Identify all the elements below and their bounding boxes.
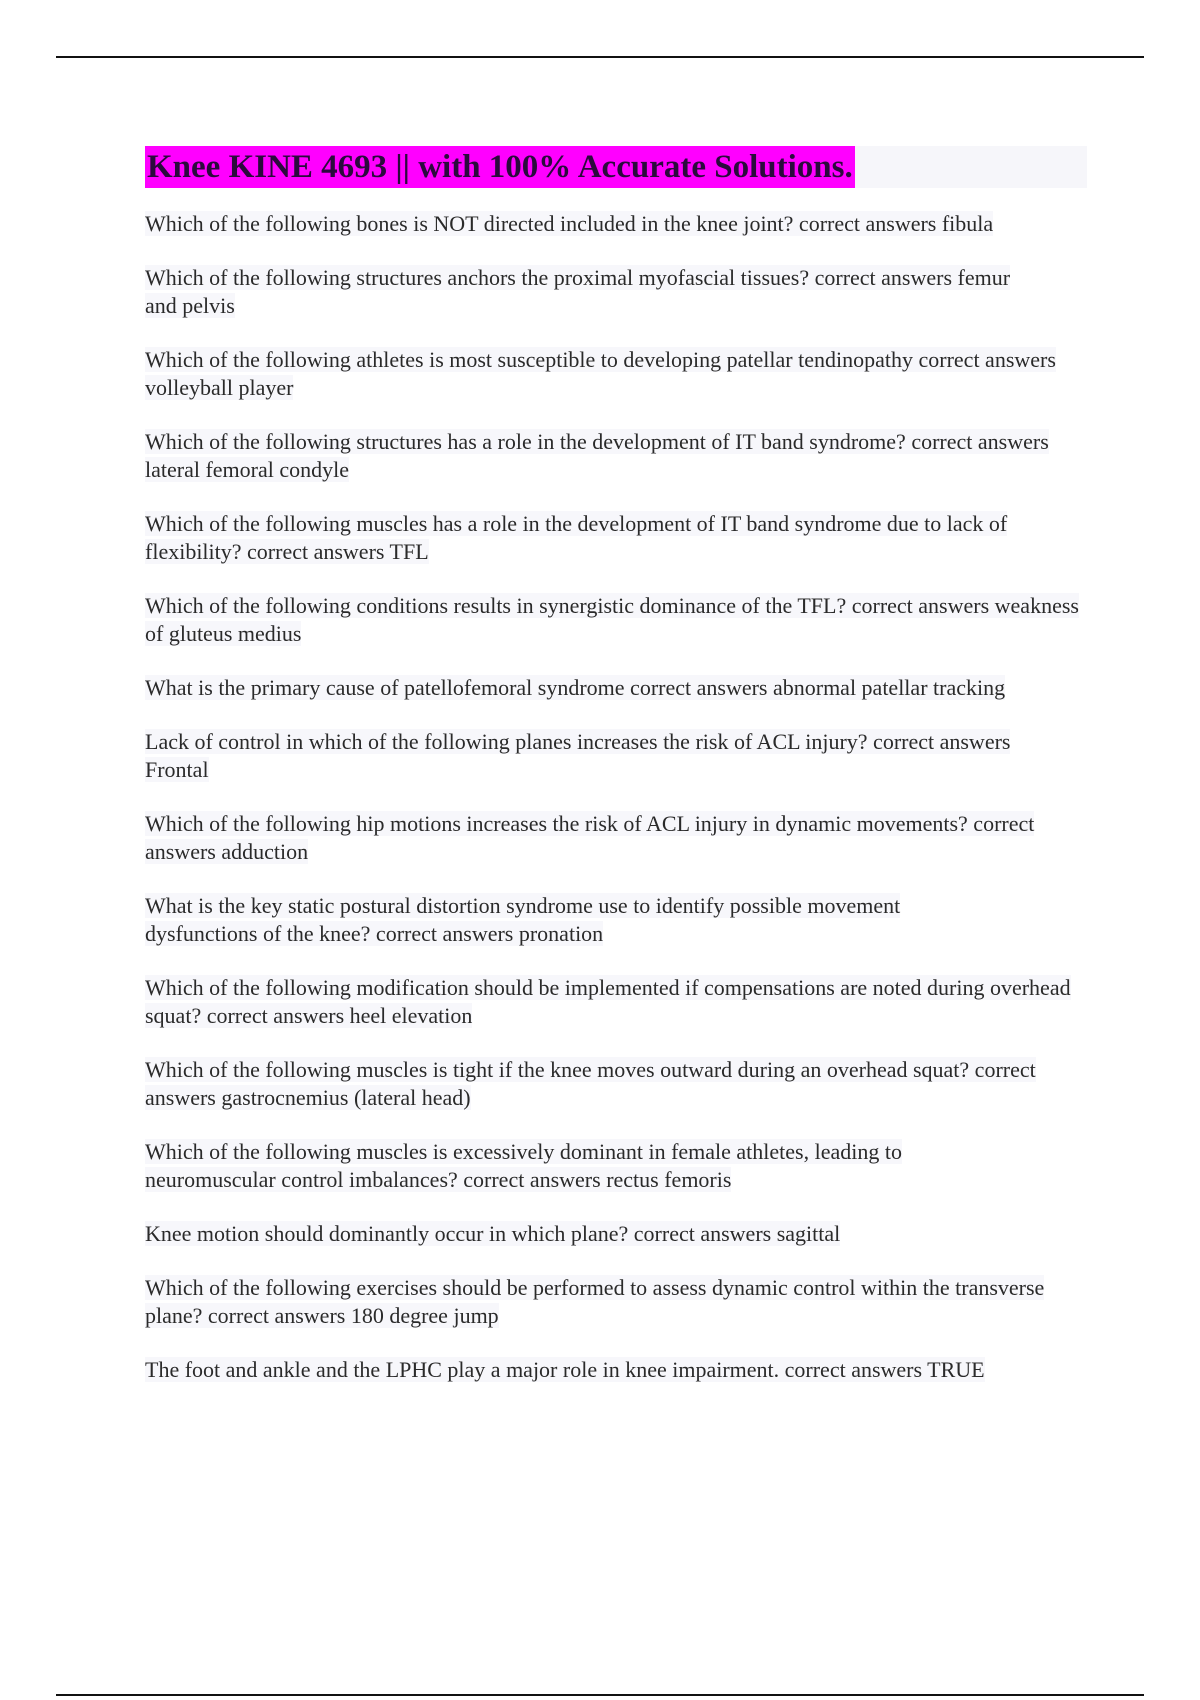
qa-item: Which of the following hip motions increases the risk of ACL injury in dynamic movements? correct answers adduction: [145, 811, 1035, 864]
document-title: Knee KINE 4693 || with 100% Accurate Solutions.: [145, 146, 855, 188]
top-rule: [56, 56, 1144, 58]
qa-item: Knee motion should dominantly occur in which plane? correct answers sagittal: [145, 1221, 841, 1246]
qa-item: Which of the following structures anchors the proximal myofascial tissues? correct answers femur and pelvis: [145, 265, 1011, 318]
qa-item: Which of the following athletes is most susceptible to developing patellar tendinopathy correct answers volleyball player: [145, 347, 1056, 400]
bottom-rule: [56, 1694, 1144, 1696]
qa-item: Which of the following muscles is excessively dominant in female athletes, leading to neuromuscular control imbalances? correct answers rectus femoris: [145, 1139, 902, 1192]
title-band: [145, 146, 1087, 188]
qa-item: What is the key static postural distortion syndrome use to identify possible movement dysfunctions of the knee? correct answers pronation: [145, 893, 901, 946]
qa-item: Which of the following bones is NOT directed included in the knee joint? correct answers fibula: [145, 211, 994, 236]
qa-item: The foot and ankle and the LPHC play a major role in knee impairment. correct answers TRUE: [145, 1357, 985, 1382]
qa-item: Which of the following muscles is tight if the knee moves outward during an overhead squat? correct answers gastrocnemius (lateral head): [145, 1057, 1036, 1110]
qa-item: Which of the following conditions results in synergistic dominance of the TFL? correct answers weakness of gluteus medius: [145, 593, 1079, 646]
qa-item: Which of the following exercises should be performed to assess dynamic control within the transverse plane? correct answers 180 degree jump: [145, 1275, 1045, 1328]
qa-item: Which of the following modification should be implemented if compensations are noted during overhead squat? correct answers heel elevation: [145, 975, 1071, 1028]
qa-item: Lack of control in which of the following planes increases the risk of ACL injury? correct answers Frontal: [145, 729, 1011, 782]
qa-item: Which of the following structures has a role in the development of IT band syndrome? correct answers lateral femoral condyle: [145, 429, 1049, 482]
document-body: [145, 146, 1087, 1410]
qa-item: Which of the following muscles has a role in the development of IT band syndrome due to lack of flexibility? correct answers TFL: [145, 511, 1008, 564]
qa-item: What is the primary cause of patellofemoral syndrome correct answers abnormal patellar tracking: [145, 675, 1006, 700]
